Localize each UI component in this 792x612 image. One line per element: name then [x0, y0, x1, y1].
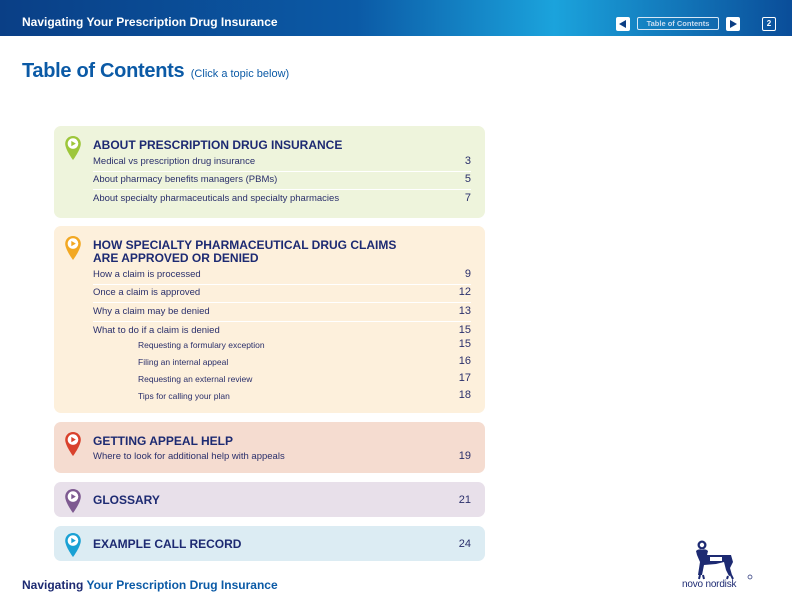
toc-row[interactable]: [93, 172, 471, 190]
toc-row-label: About specialty pharmaceuticals and specialty pharmacies: [93, 193, 340, 204]
toc-row-label: Medical vs prescription drug insurance: [93, 156, 256, 167]
section-page: 21: [458, 494, 471, 506]
toc-row[interactable]: [93, 449, 471, 467]
toc-row-page: 12: [458, 286, 471, 298]
toc-row[interactable]: [93, 154, 471, 172]
location-pin-icon: [64, 235, 82, 261]
toc-subrow-page: 15: [458, 338, 471, 350]
toc-row-label: How a claim is processed: [93, 269, 201, 280]
location-pin-icon: [64, 488, 82, 514]
toc-row[interactable]: [93, 191, 471, 209]
toc-section-appeal-help: [54, 422, 485, 473]
toc-subrow[interactable]: [93, 389, 471, 406]
footer-title-part1: Navigating: [22, 578, 87, 592]
toc-row-page: 7: [464, 192, 471, 204]
toc-subrow[interactable]: [93, 338, 471, 355]
toc-subrow[interactable]: [93, 372, 471, 389]
toc-row-page: 15: [458, 324, 471, 336]
toc-row-label: Why a claim may be denied: [93, 306, 210, 317]
toc-subrow-label: Tips for calling your plan: [138, 391, 230, 401]
location-pin-icon: [64, 431, 82, 457]
toc-section-glossary[interactable]: [54, 482, 485, 517]
logo-text: novo nordisk: [682, 579, 737, 590]
toc-row-page: 13: [458, 305, 471, 317]
location-pin-icon: [64, 135, 82, 161]
section-title-line2: ARE APPROVED OR DENIED: [93, 251, 259, 265]
section-page: 24: [458, 538, 471, 550]
toc-row[interactable]: [93, 304, 471, 322]
header-title: Navigating Your Prescription Drug Insurance: [22, 15, 278, 29]
toc-row-page: 5: [464, 173, 471, 185]
page-navigation: [616, 16, 776, 31]
section-title[interactable]: [93, 239, 396, 265]
toc-subrow-page: 18: [458, 389, 471, 401]
toc-row-label: About pharmacy benefits managers (PBMs): [93, 174, 278, 185]
toc-row-label: What to do if a claim is denied: [93, 325, 220, 336]
section-title[interactable]: ABOUT PRESCRIPTION DRUG INSURANCE: [93, 138, 343, 152]
toc-row-page: 3: [464, 155, 471, 167]
toc-subrow-page: 17: [458, 372, 471, 384]
footer-title: [22, 578, 278, 592]
toc-section-about-insurance: [54, 126, 485, 218]
page-number: 2: [762, 17, 776, 31]
page-heading: [22, 60, 289, 83]
section-title[interactable]: EXAMPLE CALL RECORD: [93, 537, 242, 551]
header-bar: [0, 0, 792, 36]
toc-row[interactable]: [93, 285, 471, 303]
toc-row-page: 9: [464, 268, 471, 280]
toc-subrow-page: 16: [458, 355, 471, 367]
previous-page-icon[interactable]: [616, 17, 630, 31]
toc-row-label: Once a claim is approved: [93, 287, 201, 298]
footer-title-part2: Your Prescription Drug Insurance: [86, 578, 278, 592]
toc-subrow-label: Requesting an external review: [138, 374, 253, 384]
next-page-icon[interactable]: [726, 17, 740, 31]
toc-section-claims: [54, 226, 485, 413]
toc-section-call-record[interactable]: [54, 526, 485, 561]
toc-row-page: 19: [458, 450, 471, 462]
section-title[interactable]: GETTING APPEAL HELP: [93, 434, 234, 448]
location-pin-icon: [64, 532, 82, 558]
page-hint: (Click a topic below): [190, 68, 290, 80]
section-title[interactable]: GLOSSARY: [93, 493, 160, 507]
toc-subrow-label: Requesting a formulary exception: [138, 340, 265, 350]
page-title: Table of Contents: [22, 60, 185, 82]
toc-subrow-label: Filing an internal appeal: [138, 357, 229, 367]
table-of-contents-button[interactable]: Table of Contents: [637, 17, 719, 30]
toc-row-label: Where to look for additional help with appeals: [93, 451, 285, 462]
toc-row[interactable]: [93, 267, 471, 285]
toc-subrow[interactable]: [93, 355, 471, 372]
section-title-line1: HOW SPECIALTY PHARMACEUTICAL DRUG CLAIMS: [93, 238, 397, 252]
